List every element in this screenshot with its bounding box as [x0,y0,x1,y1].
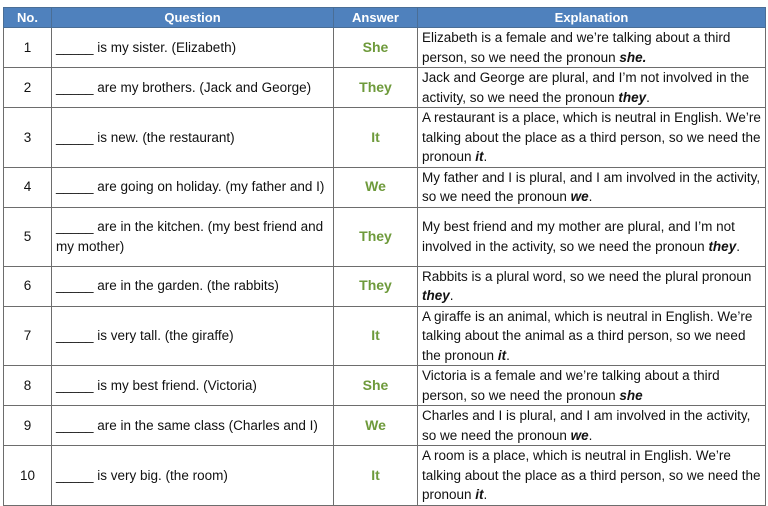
explanation-text: My father and I is plural, and I am involved in the activity, so we need the pronoun [422,169,761,204]
explanation-tail: . [483,487,488,502]
explanation-text: Jack and George are plural, and I’m not involved in the activity, so we need the pronoun [422,70,750,105]
question-cell: _____ is very big. (the room) [52,446,334,506]
explanation-text: Elizabeth is a female and we’re talking about a third person, so we need the pronoun [422,30,731,65]
table-row [4,266,766,306]
header-no: No. [4,8,52,28]
question-cell: _____ is my best friend. (Victoria) [52,366,334,406]
table-row [4,167,766,207]
explanation-pronoun: they [422,288,450,303]
question-cell: _____ are going on holiday. (my father and I) [52,167,334,207]
explanation-pronoun: they [618,89,647,105]
row-number: 3 [4,108,52,168]
table-row [4,406,766,446]
explanation-cell [418,167,766,207]
answer-cell: It [334,306,418,366]
explanation-pronoun: she. [619,49,647,65]
row-number: 9 [4,406,52,446]
explanation-cell [418,306,766,366]
explanation-cell [418,446,766,506]
answer-cell: We [334,167,418,207]
row-number: 10 [4,446,52,506]
question-cell: _____ are my brothers. (Jack and George) [52,68,334,108]
explanation-text: Victoria is a female and we’re talking about a third person, so we need the pronoun [422,368,720,403]
explanation-pronoun: it [497,347,507,363]
explanation-pronoun: she [619,387,643,403]
pronoun-worksheet-table [3,7,766,506]
explanation-pronoun: it [475,487,484,502]
explanation-cell [418,28,766,68]
row-number: 2 [4,68,52,108]
row-number: 8 [4,366,52,406]
explanation-text: A giraffe is an animal, which is neutral in English. We’re talking about the animal as a third person, so we need the pronoun [422,308,753,363]
row-number: 6 [4,266,52,306]
question-cell: _____ are in the garden. (the rabbits) [52,266,334,306]
explanation-text: A room is a place, which is neutral in English. We’re talking about the place as a third person, so we need the pronoun [422,448,761,502]
answer-cell: It [334,108,418,168]
row-number: 7 [4,306,52,366]
question-cell: _____ are in the same class (Charles and I) [52,406,334,446]
explanation-text: A restaurant is a place, which is neutral in English. We’re talking about the place as a third person, so we need the pronoun [422,110,761,164]
table-body [4,28,766,506]
explanation-text: Charles and I is plural, and I am involved in the activity, so we need the pronoun [422,408,751,443]
question-cell: _____ is my sister. (Elizabeth) [52,28,334,68]
table-row [4,207,766,266]
table-row [4,108,766,168]
answer-cell: They [334,68,418,108]
explanation-cell [418,207,766,266]
answer-cell: It [334,446,418,506]
question-cell: _____ are in the kitchen. (my best friend and my mother) [52,207,334,266]
explanation-cell [418,68,766,108]
explanation-tail: . [646,89,650,105]
explanation-tail: . [736,238,740,254]
header-question: Question [52,8,334,28]
answer-cell: They [334,266,418,306]
question-cell: _____ is very tall. (the giraffe) [52,306,334,366]
row-number: 1 [4,28,52,68]
explanation-tail: . [506,347,510,363]
explanation-text: Rabbits is a plural word, so we need the plural pronoun [422,268,752,284]
header-row [4,8,766,28]
explanation-pronoun: we [570,189,589,204]
table-row [4,306,766,366]
explanation-cell [418,406,766,446]
table-row [4,28,766,68]
header-answer: Answer [334,8,418,28]
table-row [4,446,766,506]
question-cell: _____ is new. (the restaurant) [52,108,334,168]
row-number: 5 [4,207,52,266]
explanation-cell [418,266,766,306]
explanation-cell [418,366,766,406]
explanation-pronoun: they [708,238,737,254]
table-row [4,68,766,108]
answer-cell: They [334,207,418,266]
explanation-tail: . [449,288,454,303]
answer-cell: She [334,28,418,68]
table-row [4,366,766,406]
answer-cell: She [334,366,418,406]
explanation-tail: . [588,189,593,204]
explanation-tail: . [588,427,593,443]
header-explanation: Explanation [418,8,766,28]
explanation-cell [418,108,766,168]
explanation-pronoun: we [570,427,589,443]
answer-cell: We [334,406,418,446]
explanation-text: My best friend and my mother are plural, and I’m not involved in the activity, so we need the pronoun [422,219,735,254]
explanation-tail: . [483,149,488,164]
explanation-pronoun: it [475,149,484,164]
row-number: 4 [4,167,52,207]
